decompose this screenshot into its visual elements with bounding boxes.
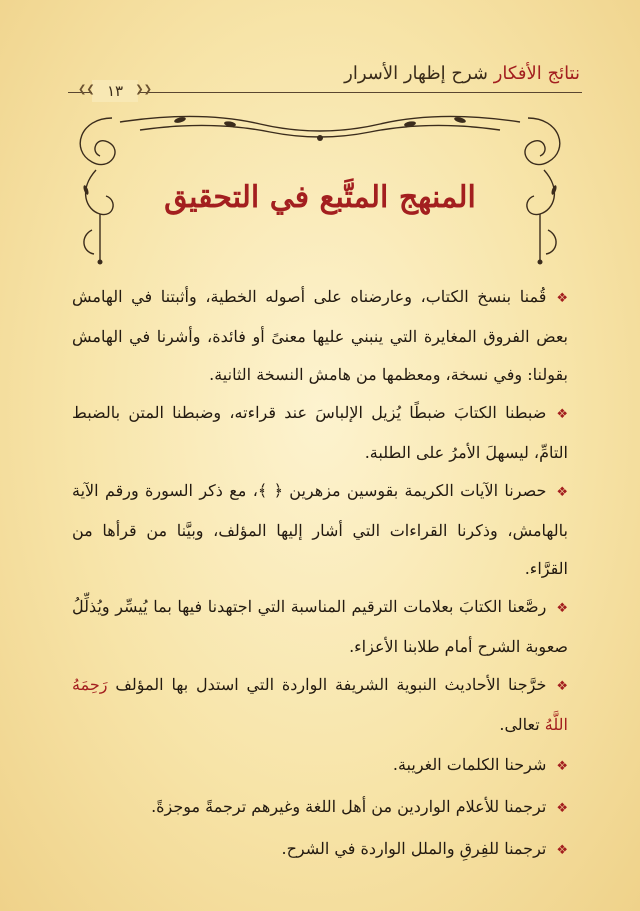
- four-diamond-bullet-icon: ❖: [556, 801, 568, 816]
- header-separator: شرح: [445, 63, 494, 84]
- four-diamond-bullet-icon: ❖: [556, 485, 568, 500]
- list-item-text-after: تعالى.: [499, 715, 545, 734]
- list-item-text: خرَّجنا الأحاديث النبوية الشريفة الواردة التي استدل بها المؤلف: [115, 675, 547, 694]
- four-diamond-bullet-icon: ❖: [556, 679, 568, 694]
- list-item: [72, 588, 568, 666]
- list-item-text: حصرنا الآيات الكريمة بقوسين مزهرين ﴿ ﴾، مع ذكر السورة ورقم الآية بالهامش، وذكرنا القراءات التي أشار إليها المؤلف، وبيَّنا من قرأها من القرَّاء.: [72, 481, 568, 578]
- list-item: [72, 746, 568, 786]
- list-item: [72, 666, 568, 744]
- list-item-text: ترجمنا للأعلام الواردين من أهل اللغة وغيرهم ترجمةً موجزةً.: [151, 797, 547, 816]
- list-item-text: رصَّعنا الكتابَ بعلامات الترقيم المناسبة التي اجتهدنا فيها بما يُيسِّر ويُذلِّلُ صعوبة الشرح أمام طلابنا الأعزاء.: [72, 597, 568, 656]
- list-item-text: ضبطنا الكتابَ ضبطًا يُزيل الإلباسَ عند قراءته، وضبطنا المتن بالضبط التامِّ، ليسهلَ الأمرُ على الطلبة.: [72, 403, 568, 462]
- body-text: [72, 278, 568, 870]
- four-diamond-bullet-icon: ❖: [556, 407, 568, 422]
- four-diamond-bullet-icon: ❖: [556, 601, 568, 616]
- list-item-text: قُمنا بنسخ الكتاب، وعارضناه على أصوله الخطية، وأثبتنا في الهامش بعض الفروق المغايرة التي ينبني عليها معنىً أو فائدة، وأشرنا في الهامش بقولنا: وفي نسخة، ومعظمها من هامش النسخة الثانية.: [72, 287, 568, 384]
- list-item: [72, 788, 568, 828]
- list-item: [72, 830, 568, 870]
- book-subtitle: إظهار الأسرار: [344, 63, 446, 84]
- section-title: المنهج المتَّبع في التحقيق: [164, 180, 476, 215]
- list-item-text: شرحنا الكلمات الغريبة.: [392, 755, 547, 774]
- book-title: نتائج الأفكار: [493, 63, 580, 84]
- list-item: [72, 278, 568, 394]
- list-item-text: ترجمنا للفِرقِ والملل الواردة في الشرح.: [281, 839, 547, 858]
- honorific-phrase: رَحِمَهُ اللَّهُ: [72, 675, 568, 734]
- list-item: [72, 394, 568, 472]
- list-item: [72, 472, 568, 588]
- four-diamond-bullet-icon: ❖: [556, 759, 568, 774]
- page-number: ❮❮ ١٣ ❯❯: [92, 80, 138, 102]
- four-diamond-bullet-icon: ❖: [556, 291, 569, 306]
- four-diamond-bullet-icon: ❖: [556, 843, 568, 858]
